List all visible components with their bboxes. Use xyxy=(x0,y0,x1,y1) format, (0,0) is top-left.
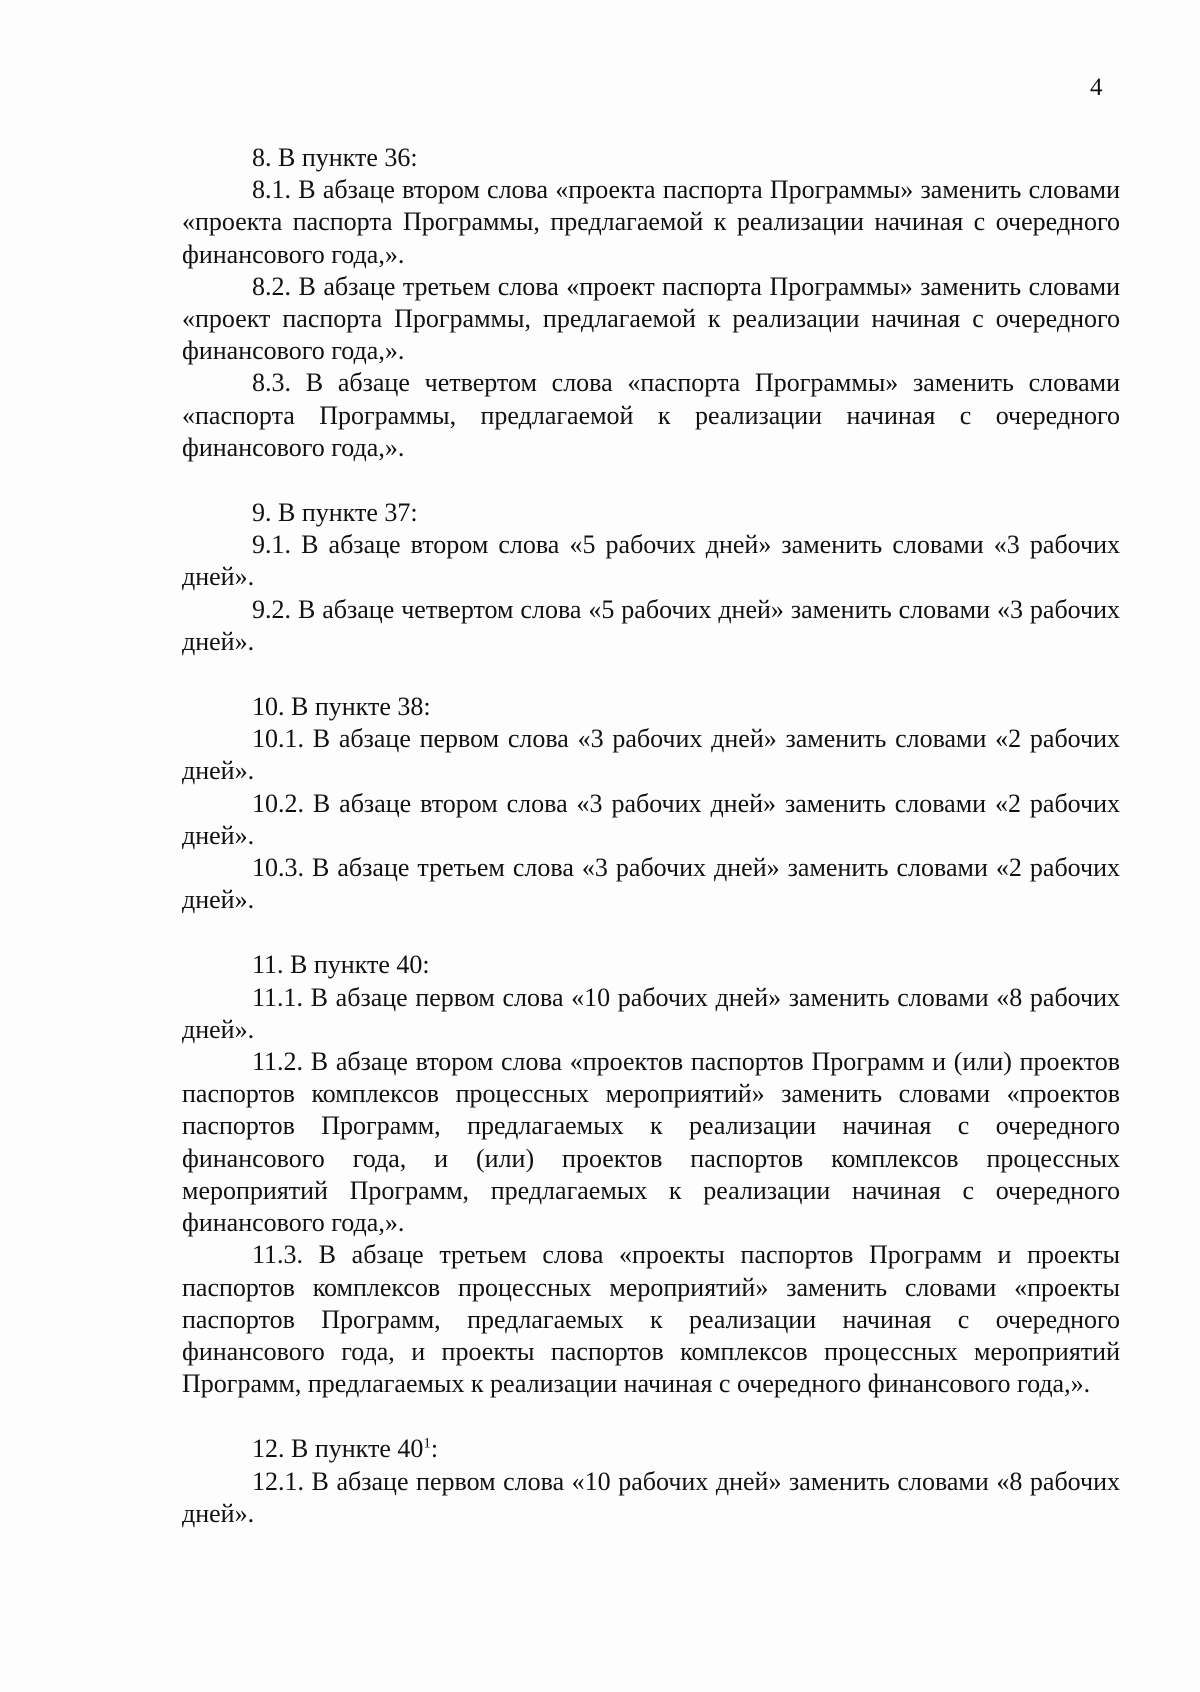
section-heading: 11. В пункте 40: xyxy=(252,950,430,980)
amendment-item: 12.1. В абзаце первом слова «10 рабочих дней» заменить словами «8 рабочих дней». xyxy=(182,1466,1120,1528)
amendment-item: 11.3. В абзаце третьем слова «проекты паспортов Программ и проекты паспортов комплексов процессных мероприятий» заменить словами «проекты паспортов Программ, предлагаемых к реализации начиная с очередного финансового года, и проекты паспортов комплексов процессных мероприятий Программ, предлагаемых к реализации начиная с очередного финансового года,». xyxy=(182,1240,1120,1399)
section-11 xyxy=(182,949,1120,1400)
amendment-item: 8.2. В абзаце третьем слова «проект паспорта Программы» заменить словами «проект паспорта Программы, предлагаемой к реализации начиная с очередного финансового года,». xyxy=(182,271,1120,366)
amendment-item: 9.2. В абзаце четвертом слова «5 рабочих дней» заменить словами «3 рабочих дней». xyxy=(182,594,1120,656)
section-heading xyxy=(182,1433,1120,1465)
section-12 xyxy=(182,1433,1120,1530)
section-heading: 8. В пункте 36: xyxy=(252,143,418,172)
amendment-item: 8.3. В абзаце четвертом слова «паспорта Программы» заменить словами «паспорта Программы, предлагаемой к реализации начиная с очередного финансового года,». xyxy=(182,368,1120,462)
section-heading-superscript: 1 xyxy=(423,1435,431,1452)
page-number: 4 xyxy=(1090,74,1103,101)
section-9 xyxy=(182,497,1120,658)
amendment-item: 10.1. В абзаце первом слова «3 рабочих дней» заменить словами «2 рабочих дней». xyxy=(182,724,1120,786)
section-10 xyxy=(182,691,1120,916)
section-heading-colon: : xyxy=(430,1434,439,1464)
section-heading: 9. В пункте 37: xyxy=(252,498,418,528)
section-heading: 10. В пункте 38: xyxy=(252,692,431,722)
section-8 xyxy=(182,142,1120,464)
amendment-item: 10.2. В абзаце втором слова «3 рабочих дней» заменить словами «2 рабочих дней». xyxy=(182,788,1120,850)
amendment-item: 11.2. В абзаце втором слова «проектов паспортов Программ и (или) проектов паспортов комплексов процессных мероприятий» заменить словами «проектов паспортов Программ, предлагаемых к реализации начиная с очередного финансового года, и (или) проектов паспортов комплексов процессных мероприятий Программ, предлагаемых к реализации начиная с очередного финансового года,». xyxy=(182,1047,1120,1238)
amendment-item: 11.1. В абзаце первом слова «10 рабочих дней» заменить словами «8 рабочих дней». xyxy=(182,982,1120,1044)
amendment-item: 8.1. В абзаце втором слова «проекта паспорта Программы» заменить словами «проекта паспорта Программы, предлагаемой к реализации начиная с очередного финансового года,». xyxy=(182,175,1120,269)
amendment-item: 10.3. В абзаце третьем слова «3 рабочих дней» заменить словами «2 рабочих дней». xyxy=(182,853,1120,915)
document-body xyxy=(182,142,1120,1530)
amendment-item: 9.1. В абзаце втором слова «5 рабочих дней» заменить словами «3 рабочих дней». xyxy=(182,530,1120,592)
section-heading-text: 12. В пункте 40 xyxy=(252,1434,424,1464)
